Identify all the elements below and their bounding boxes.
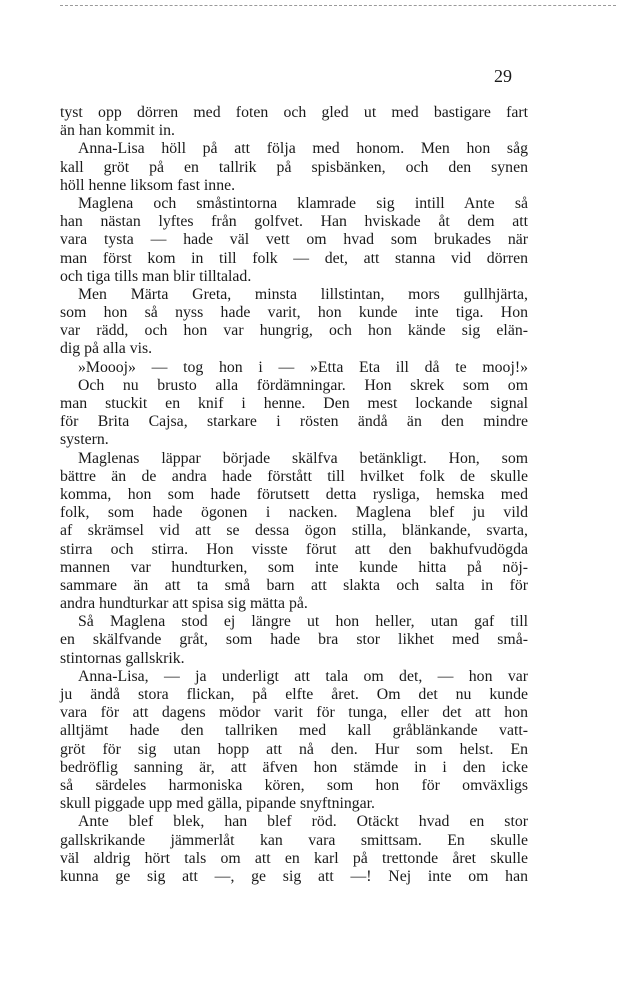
text-line: dig på alla vis. xyxy=(60,340,153,358)
text-line: för Brita Cajsa, starkare i rösten ändå än den mindre xyxy=(60,413,528,431)
text-line: höll henne liksom fast inne. xyxy=(60,176,236,194)
text-line: han nästan lyftes från golfvet. Han hviskade åt dem att xyxy=(60,213,528,231)
text-line: mannen var hundturken, som inte kunde hitta på nöj- xyxy=(60,558,528,576)
text-line: stirra och stirra. Hon visste förut att den bakhufvudögda xyxy=(60,540,528,558)
text-line: komma, hon som hade förutsett detta rysliga, hemska med xyxy=(60,485,528,503)
text-line: folk, som hade ögonen i nacken. Maglena blef ju vild xyxy=(60,504,528,522)
text-line: än han kommit in. xyxy=(60,122,175,140)
text-line: af skrämsel vid att se dessa ögon stilla, blänkande, svarta, xyxy=(60,522,528,540)
text-line: skull piggade upp med gälla, pipande snyftningar. xyxy=(60,795,375,813)
text-line: Ante blef blek, han blef röd. Otäckt hvad en stor xyxy=(78,813,528,831)
text-line: tyst opp dörren med foten och gled ut med bastigare fart xyxy=(60,104,528,121)
text-line: kunna ge sig att —, ge sig att —! Nej inte om han xyxy=(60,867,528,885)
text-line: man stuckit en knif i henne. Den mest lockande signal xyxy=(60,395,528,412)
text-line: och tiga tills man blir tilltalad. xyxy=(60,267,252,285)
text-line: vara för att dagens mödor varit för tunga, eller det att hon xyxy=(60,704,528,722)
text-line: som hon så nyss hade varit, hon kunde inte tiga. Hon xyxy=(60,304,528,322)
text-line: sammare än att ta små barn att slakta och salta in för xyxy=(60,576,528,594)
text-line: bättre än de andra hade förstått till hvilket folk de skulle xyxy=(60,467,528,485)
text-line: alltjämt hade den tallriken med kall gråblänkande vatt- xyxy=(60,722,528,740)
text-line: kall gröt på en tallrik på spisbänken, och den synen xyxy=(60,158,528,176)
text-line: bedröflig sanning är, att äfven hon stämde in i den icke xyxy=(60,758,528,776)
body-text xyxy=(60,104,528,886)
text-line: gröt för sig utan hopp att nå den. Hur som helst. En xyxy=(60,740,528,758)
text-line: systern. xyxy=(60,431,109,449)
text-line: vara tysta — hade väl vett om hvad som brukades när xyxy=(60,231,528,249)
page-number: 29 xyxy=(494,66,512,86)
text-line: Anna-Lisa höll på att följa med honom. Men hon såg xyxy=(78,140,528,158)
text-line: stintornas gallskrik. xyxy=(60,649,185,667)
text-line: ju ändå stora flickan, på elfte året. Om det nu kunde xyxy=(60,686,528,703)
top-border-rule xyxy=(60,5,616,6)
text-line: Och nu brusto alla fördämningar. Hon skrek som om xyxy=(78,376,528,394)
text-line: andra hundturkar att spisa sig mätta på. xyxy=(60,595,308,613)
text-line: Så Maglena stod ej längre ut hon heller, utan gaf till xyxy=(78,613,528,631)
text-line: »Moooj» — tog hon i — »Etta Eta ill då te mooj!» xyxy=(78,358,528,376)
text-line: en skälfvande gråt, som hade bra stor likhet med små- xyxy=(60,631,528,649)
text-line: man först kom in till folk — det, att stanna vid dörren xyxy=(60,249,528,267)
text-line: Maglenas läppar började skälfva betänkligt. Hon, som xyxy=(78,449,528,467)
text-line: väl aldrig hört tals om att en karl på trettonde året skulle xyxy=(60,849,528,867)
text-line: Anna-Lisa, — ja underligt att tala om det, — hon var xyxy=(78,667,528,685)
text-line: var rädd, och hon var hungrig, och hon kände sig elän- xyxy=(60,322,528,340)
text-line: så särdeles harmoniska kören, som hon för omväxligs xyxy=(60,776,528,794)
text-line: gallskrikande jämmerlåt kan vara smittsam. En skulle xyxy=(60,831,528,849)
text-line: Men Märta Greta, minsta lillstintan, mors gullhjärta, xyxy=(78,285,528,303)
text-line: Maglena och småstintorna klamrade sig intill Ante så xyxy=(78,194,528,212)
